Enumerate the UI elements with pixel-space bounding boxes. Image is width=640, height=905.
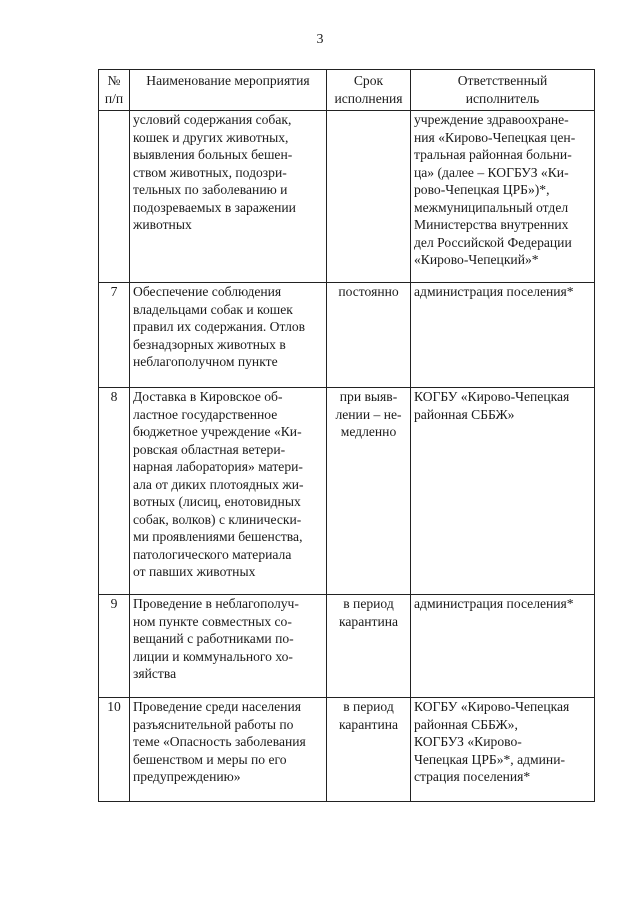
page-number: 3 xyxy=(316,32,324,47)
row-deadline: при выяв- лении – не- медленно xyxy=(327,388,411,595)
row-activity-name: Проведение среди населения разъяснительной работы по теме «Опасность заболевания бешенством и меры по его предупреждению» xyxy=(130,698,327,802)
row-responsible: КОГБУ «Кирово-Чепецкая районная СББЖ» xyxy=(411,388,595,595)
row-responsible: администрация поселения* xyxy=(411,595,595,698)
activities-table xyxy=(98,69,595,802)
table-row xyxy=(99,388,595,595)
row-activity-name: Доставка в Кировское об- ластное государственное бюджетное учреждение «Ки- ровская областная ветери- нарная лаборатория» матери- ала от диких плотоядных жи- вотных (лисиц, енотовидных собак, волков) с клинически- ми проявлениями бешенства, патологического материала от павших животных xyxy=(130,388,327,595)
row-activity-name: Проведение в неблагополуч- ном пункте совместных со- вещаний с работниками по- лиции и коммунального хо- зяйства xyxy=(130,595,327,698)
row-deadline: постоянно xyxy=(327,283,411,388)
row-number: 8 xyxy=(99,388,130,595)
row-activity-name: условий содержания собак, кошек и других животных, выявления больных бешен- ством животных, подозри- тельных по заболеванию и подозреваемых в заражении животных xyxy=(130,111,327,283)
table-row xyxy=(99,111,595,283)
row-deadline: в период карантина xyxy=(327,698,411,802)
row-responsible: КОГБУ «Кирово-Чепецкая районная СББЖ», КОГБУЗ «Кирово- Чепецкая ЦРБ»*, админи- страция поселения* xyxy=(411,698,595,802)
row-responsible: учреждение здравоохране- ния «Кирово-Чепецкая цен- тральная районная больни- ца» (далее – КОГБУЗ «Ки- рово-Чепецкая ЦРБ»)*, межмуниципальный отдел Министерства внутренних дел Российской Федерации «Кирово-Чепецкий»* xyxy=(411,111,595,283)
row-number: 7 xyxy=(99,283,130,388)
row-deadline: в период карантина xyxy=(327,595,411,698)
row-deadline xyxy=(327,111,411,283)
row-number xyxy=(99,111,130,283)
table-row xyxy=(99,698,595,802)
table-header-row xyxy=(99,70,595,111)
row-activity-name: Обеспечение соблюдения владельцами собак и кошек правил их содержания. Отлов безнадзорных животных в неблагополучном пункте xyxy=(130,283,327,388)
header-activity-name: Наименование мероприятия xyxy=(130,70,327,111)
row-responsible: администрация поселения* xyxy=(411,283,595,388)
table-row xyxy=(99,283,595,388)
header-responsible: Ответственный исполнитель xyxy=(411,70,595,111)
row-number: 10 xyxy=(99,698,130,802)
row-number: 9 xyxy=(99,595,130,698)
table-row xyxy=(99,595,595,698)
header-deadline: Срок исполнения xyxy=(327,70,411,111)
header-number: № п/п xyxy=(99,70,130,111)
